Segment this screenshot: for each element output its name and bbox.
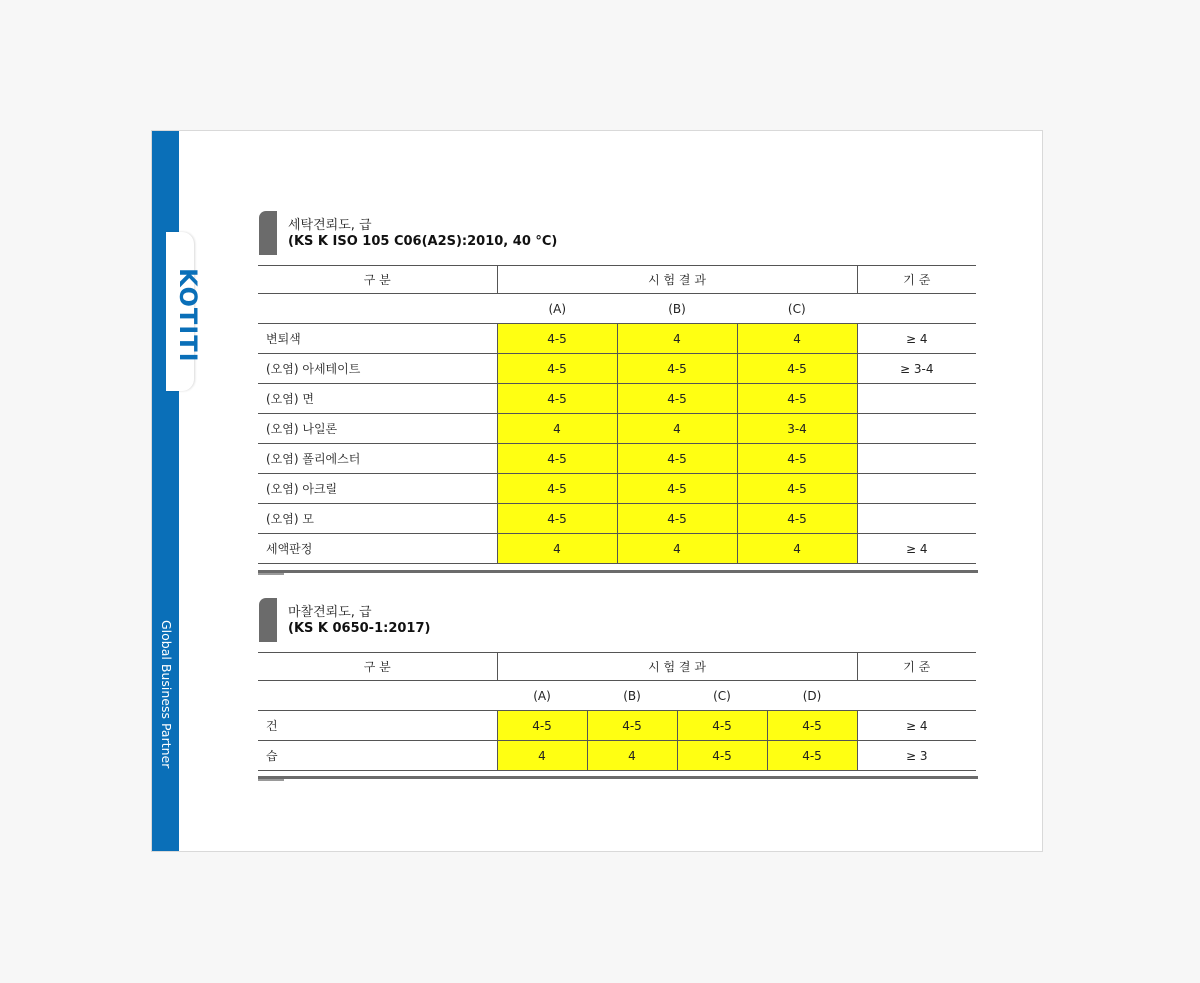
table-row — [258, 384, 976, 414]
sample-label-blank — [258, 294, 497, 324]
result-cell: 4-5 — [767, 741, 857, 771]
rubbing-fastness-table — [258, 652, 976, 771]
wash-fastness-section — [258, 211, 978, 556]
criteria-cell — [857, 414, 976, 444]
result-cell: 4 — [497, 414, 617, 444]
table-row — [258, 324, 976, 354]
brand-slogan: Global Business Partner — [159, 620, 174, 769]
row-label: 세액판정 — [258, 534, 497, 564]
criteria-cell — [857, 444, 976, 474]
criteria-cell — [857, 504, 976, 534]
row-label: (오염) 모 — [258, 504, 497, 534]
row-label: 변퇴색 — [258, 324, 497, 354]
result-cell: 4 — [737, 534, 857, 564]
result-cell: 3-4 — [737, 414, 857, 444]
sample-label-blank — [857, 294, 976, 324]
result-cell: 4-5 — [497, 324, 617, 354]
table-row — [258, 741, 976, 771]
result-cell: 4-5 — [767, 711, 857, 741]
row-label: (오염) 아세테이트 — [258, 354, 497, 384]
result-cell: 4-5 — [497, 474, 617, 504]
result-cell: 4-5 — [617, 474, 737, 504]
header-results: 시 험 결 과 — [497, 653, 857, 681]
sample-label: (A) — [497, 681, 587, 711]
rubbing-fastness-section — [258, 598, 978, 763]
result-cell: 4-5 — [497, 711, 587, 741]
criteria-cell — [857, 474, 976, 504]
section-title: 마찰견뢰도, 급 — [288, 605, 372, 620]
row-label: (오염) 면 — [258, 384, 497, 414]
section-standard: (KS K 0650-1:2017) — [288, 621, 431, 636]
header-criteria: 기 준 — [857, 266, 976, 294]
header-category: 구 분 — [258, 653, 497, 681]
sample-label: (C) — [737, 294, 857, 324]
section-marker — [259, 598, 277, 642]
section-bottom-rule — [258, 776, 978, 779]
result-cell: 4-5 — [737, 504, 857, 534]
sample-label: (D) — [767, 681, 857, 711]
result-cell: 4-5 — [737, 444, 857, 474]
criteria-cell: ≥ 3-4 — [857, 354, 976, 384]
sample-label: (A) — [497, 294, 617, 324]
table-row — [258, 474, 976, 504]
result-cell: 4-5 — [737, 474, 857, 504]
result-cell: 4-5 — [617, 444, 737, 474]
table-row — [258, 711, 976, 741]
criteria-cell: ≥ 4 — [857, 534, 976, 564]
section-bottom-tick — [258, 573, 284, 575]
criteria-cell: ≥ 3 — [857, 741, 976, 771]
section-bottom-tick — [258, 779, 284, 781]
sample-label-row — [258, 681, 976, 711]
header-criteria: 기 준 — [857, 653, 976, 681]
result-cell: 4-5 — [497, 354, 617, 384]
section-marker — [259, 211, 277, 255]
result-cell: 4-5 — [737, 354, 857, 384]
table-row — [258, 414, 976, 444]
table-row — [258, 444, 976, 474]
result-cell: 4 — [497, 534, 617, 564]
row-label: (오염) 폴리에스터 — [258, 444, 497, 474]
sample-label-blank — [258, 681, 497, 711]
row-label: (오염) 아크릴 — [258, 474, 497, 504]
criteria-cell — [857, 384, 976, 414]
section-title: 세탁견뢰도, 급 — [288, 218, 372, 233]
result-cell: 4-5 — [587, 711, 677, 741]
result-cell: 4-5 — [617, 384, 737, 414]
result-cell: 4-5 — [497, 444, 617, 474]
report-page — [151, 130, 1043, 852]
result-cell: 4-5 — [677, 711, 767, 741]
criteria-cell: ≥ 4 — [857, 324, 976, 354]
sample-label: (B) — [587, 681, 677, 711]
result-cell: 4-5 — [737, 384, 857, 414]
kotiti-logo: KOTITI — [174, 268, 202, 363]
sample-label: (B) — [617, 294, 737, 324]
result-cell: 4 — [617, 324, 737, 354]
table-header-row — [258, 653, 976, 681]
table-header-row — [258, 266, 976, 294]
section-standard: (KS K ISO 105 C06(A2S):2010, 40 °C) — [288, 234, 558, 249]
result-cell: 4-5 — [497, 384, 617, 414]
result-cell: 4-5 — [497, 504, 617, 534]
sample-label: (C) — [677, 681, 767, 711]
sample-label-row — [258, 294, 976, 324]
header-category: 구 분 — [258, 266, 497, 294]
wash-fastness-table — [258, 265, 976, 564]
row-label: 습 — [258, 741, 497, 771]
result-cell: 4 — [617, 534, 737, 564]
table-row — [258, 534, 976, 564]
result-cell: 4-5 — [617, 354, 737, 384]
table-row — [258, 354, 976, 384]
result-cell: 4 — [587, 741, 677, 771]
table-row — [258, 504, 976, 534]
sample-label-blank — [857, 681, 976, 711]
criteria-cell: ≥ 4 — [857, 711, 976, 741]
section-heading — [258, 211, 978, 255]
result-cell: 4 — [617, 414, 737, 444]
row-label: 건 — [258, 711, 497, 741]
result-cell: 4-5 — [617, 504, 737, 534]
result-cell: 4 — [497, 741, 587, 771]
section-heading — [258, 598, 978, 642]
result-cell: 4 — [737, 324, 857, 354]
section-bottom-rule — [258, 570, 978, 573]
result-cell: 4-5 — [677, 741, 767, 771]
header-results: 시 험 결 과 — [497, 266, 857, 294]
row-label: (오염) 나일론 — [258, 414, 497, 444]
